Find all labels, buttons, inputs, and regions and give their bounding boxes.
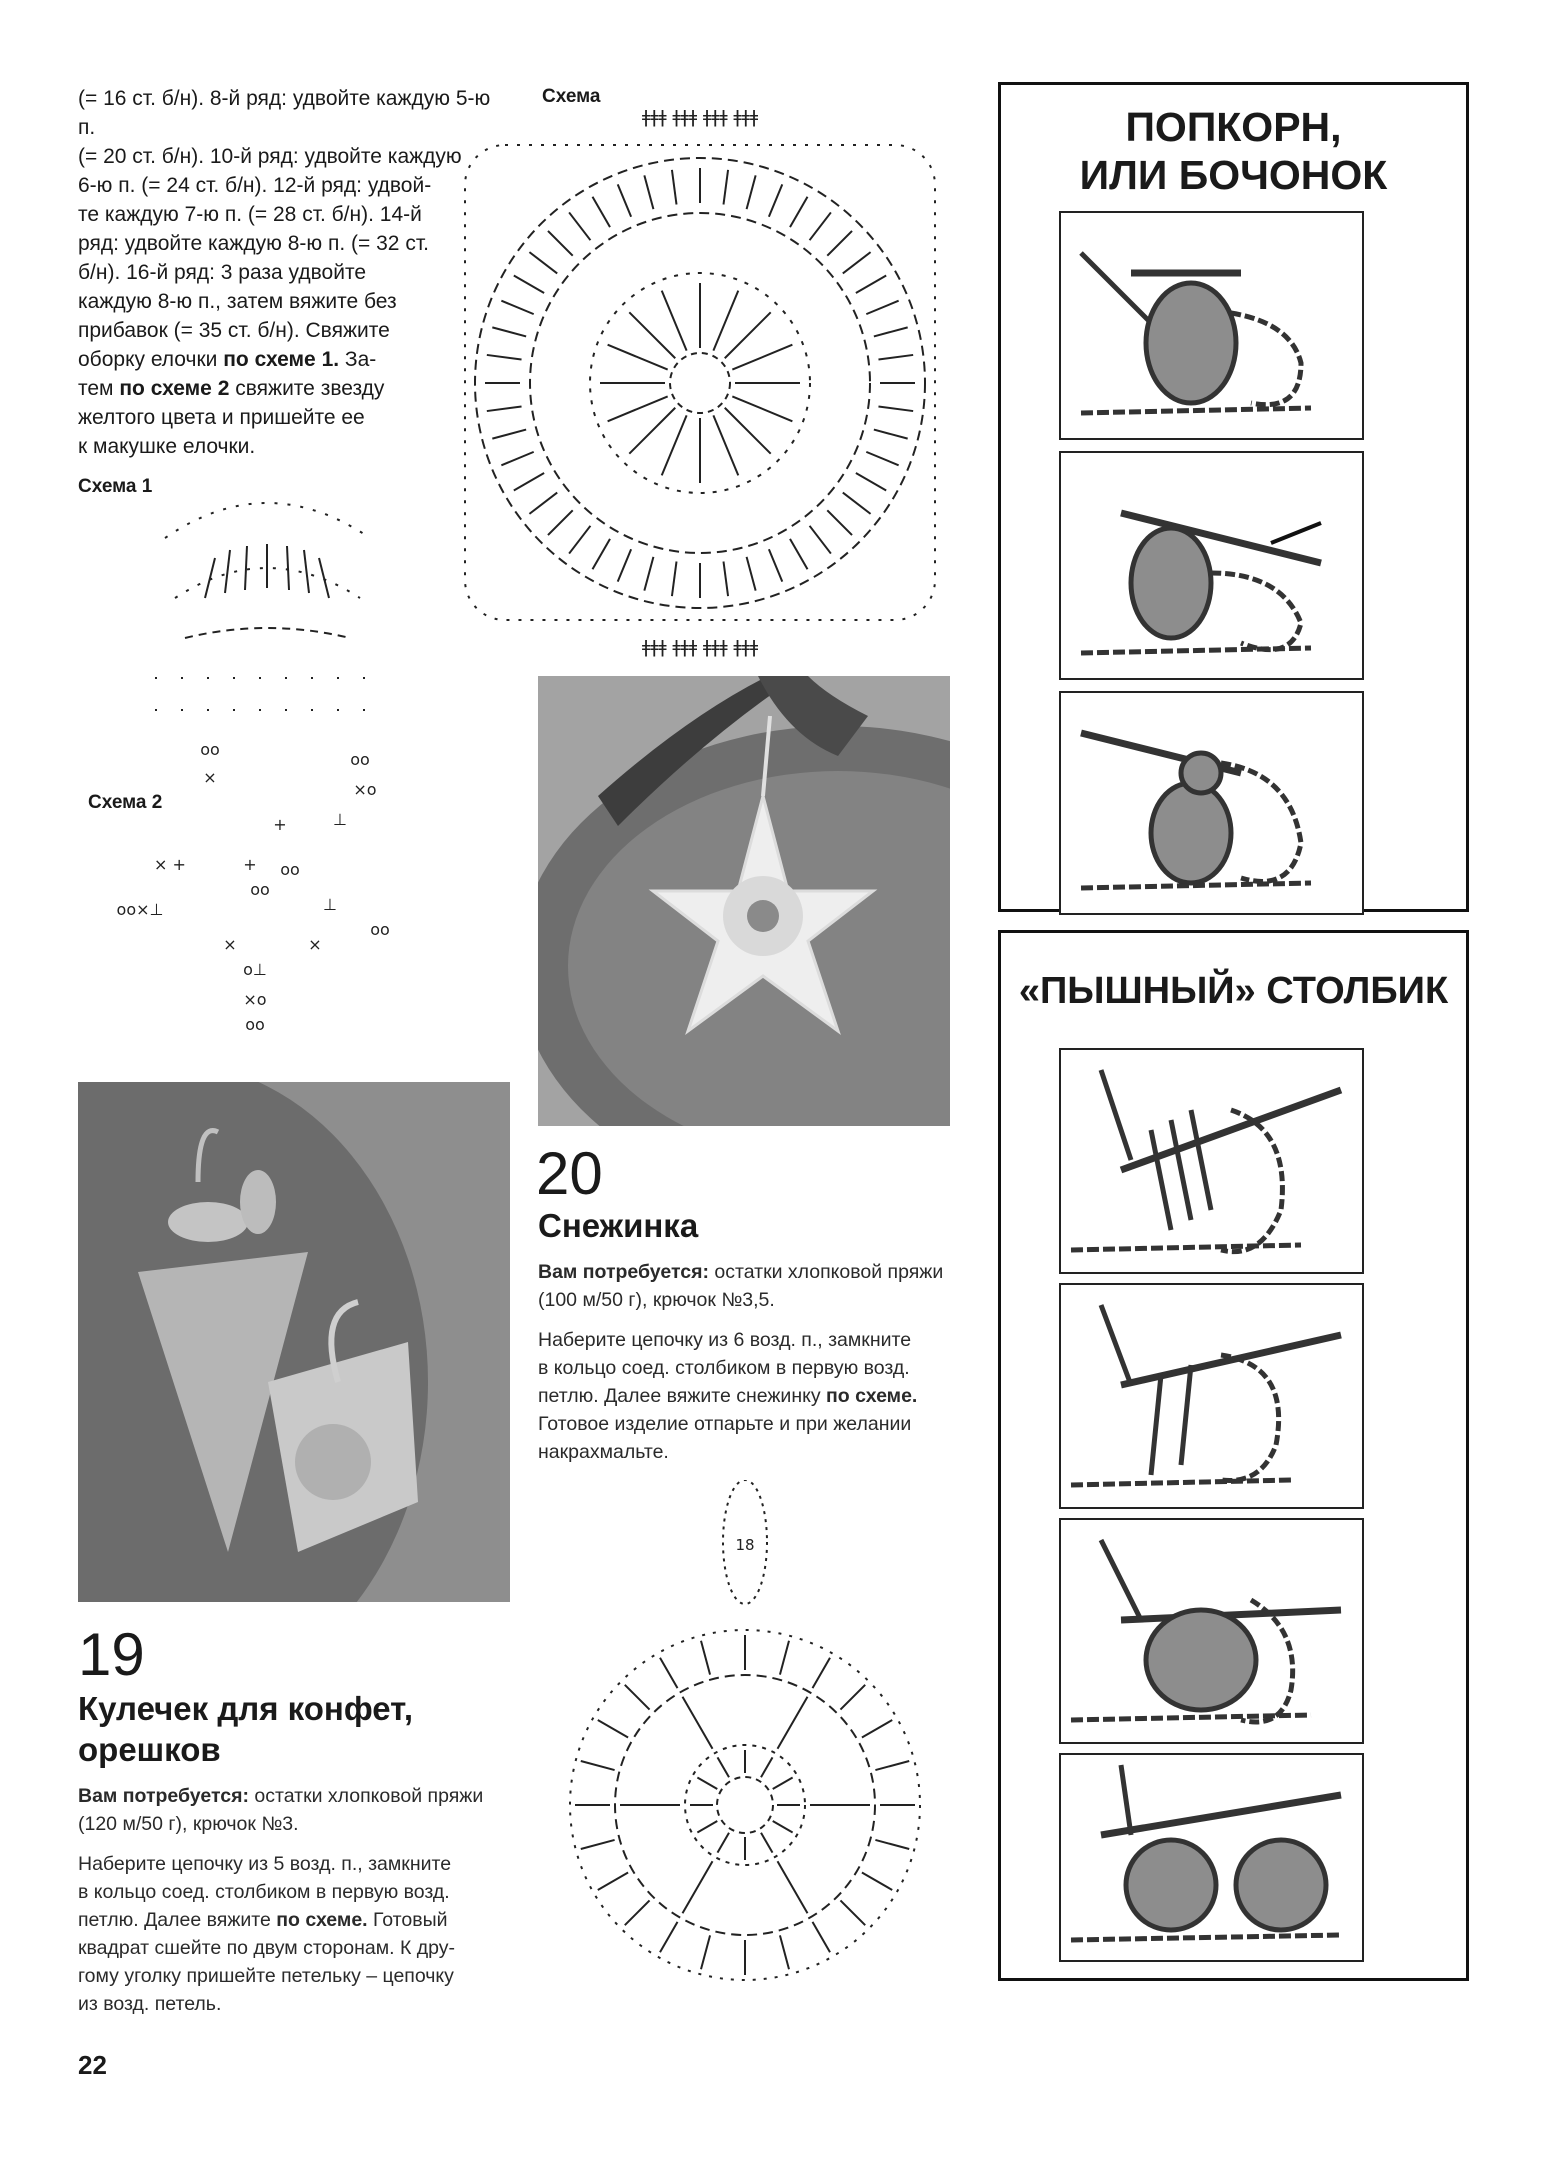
intro-line: к макушке елочки.: [78, 435, 256, 458]
stitch-mark: [529, 493, 557, 514]
stitch-mark: [593, 539, 611, 569]
intro-line: (= 16 ст. б/н). 8-й ряд: удвойте каждую 5-ю п.: [78, 87, 491, 139]
popcorn-panel-title: ПОПКОРН, ИЛИ БОЧОНОК: [1079, 104, 1388, 198]
svg-text:oo: oo: [245, 1015, 265, 1034]
stitch-mark: [843, 252, 871, 273]
stitch-mark: [581, 1840, 615, 1849]
svg-text:ǂǂǂ ǂǂǂ ǂǂǂ ǂǂǂ: ǂǂǂ ǂǂǂ ǂǂǂ ǂǂǂ: [641, 107, 759, 128]
stitch-mark: [662, 415, 687, 475]
svg-text:+: +: [243, 855, 257, 874]
stitch-mark: [827, 231, 852, 256]
popcorn-step-3: [1059, 691, 1364, 915]
square-motif-diagram: [425, 105, 975, 660]
stitch-mark: [862, 1720, 892, 1738]
stitch-mark: [769, 184, 782, 216]
stitch-mark: [501, 301, 533, 314]
svg-text:oo: oo: [350, 750, 370, 769]
puff-step-4: [1059, 1753, 1364, 1962]
stitch-mark: [747, 175, 756, 209]
stitch-mark: [747, 557, 756, 591]
stitch-mark: [569, 526, 590, 554]
stitch-mark: [701, 1641, 710, 1675]
schema2-star-diagram: [110, 735, 430, 1045]
stitch-mark: [773, 1821, 793, 1833]
project20-materials: Вам потребуется: остатки хлопковой пряжи (100 м/50 г), крючок №3,5.: [538, 1261, 944, 1311]
stitch-mark: [487, 406, 522, 411]
stitch-mark: [810, 212, 831, 240]
stitch-mark: [697, 1778, 717, 1790]
candy-bags-photo: [78, 1082, 510, 1602]
puff-step-2: [1059, 1283, 1364, 1509]
stitch-mark: [713, 415, 738, 475]
stitch-mark: [662, 291, 687, 351]
stitch-mark: [778, 1861, 808, 1913]
stitch-mark: [644, 557, 653, 591]
intro-line: тем по схеме 2 свяжите звезду: [78, 377, 385, 400]
page-number: 22: [78, 2050, 107, 2080]
stitch-mark: [697, 1821, 717, 1833]
svg-text:×o: ×o: [243, 990, 267, 1009]
intro-line: 6-ю п. (= 24 ст. б/н). 12-й ряд: удвой-: [78, 174, 432, 197]
stitch-mark: [492, 327, 526, 336]
popcorn-step-1: [1059, 211, 1364, 440]
intro-line: прибавок (= 35 ст. б/н). Свяжите: [78, 319, 390, 342]
intro-line: оборку елочки по схеме 1. За-: [78, 348, 377, 371]
stitch-mark: [529, 252, 557, 273]
puff-panel-title: «ПЫШНЫЙ» СТОЛБИК: [1018, 970, 1449, 1012]
svg-text:× +: × +: [154, 855, 186, 874]
stitch-mark: [660, 1922, 678, 1952]
stitch-mark: [618, 184, 631, 216]
stitch-mark: [773, 1778, 793, 1790]
stitch-mark: [875, 1761, 909, 1770]
project19-title: Кулечек для конфет, орешков: [78, 1690, 414, 1768]
svg-text:oo×⊥: oo×⊥: [116, 900, 164, 919]
stitch-mark: [718, 1833, 730, 1853]
stitch-mark: [780, 1641, 789, 1675]
stitch-mark: [856, 473, 886, 491]
stitch-mark: [672, 170, 677, 205]
intro-line: те каждую 7-ю п. (= 28 ст. б/н). 14-й: [78, 203, 422, 226]
snowflake-diagram: [535, 1480, 955, 2000]
stitch-mark: [874, 327, 908, 336]
intro-line: б/н). 16-й ряд: 3 раза удвойте: [78, 261, 367, 284]
svg-text:ǂǂǂ ǂǂǂ ǂǂǂ ǂǂǂ: ǂǂǂ ǂǂǂ ǂǂǂ ǂǂǂ: [641, 637, 759, 658]
project19-materials: Вам потребуется: остатки хлопковой пряжи (120 м/50 г), крючок №3.: [78, 1785, 484, 1835]
intro-line: желтого цвета и пришейте ее: [78, 406, 365, 429]
stitch-mark: [487, 355, 522, 360]
stitch-mark: [683, 1697, 713, 1749]
schema-top-label: Схема: [542, 86, 601, 107]
stitch-mark: [644, 175, 653, 209]
stitch-mark: [514, 473, 544, 491]
popcorn-step-2: [1059, 451, 1364, 680]
stitch-mark: [769, 549, 782, 581]
svg-text:×: ×: [308, 935, 322, 954]
stitch-mark: [874, 430, 908, 439]
stitch-mark: [713, 291, 738, 351]
svg-text:⊥: ⊥: [333, 810, 347, 829]
svg-text:oo: oo: [370, 920, 390, 939]
stitch-mark: [608, 396, 668, 421]
stitch-mark: [725, 408, 771, 454]
materials-label: Вам потребуется:: [538, 1261, 709, 1283]
stitch-mark: [598, 1873, 628, 1891]
stitch-mark: [843, 493, 871, 514]
stitch-mark: [723, 561, 728, 596]
popcorn-stitch-panel: [998, 82, 1469, 912]
schema1-diagram: [145, 478, 390, 718]
stitch-mark: [878, 355, 913, 360]
svg-text:oo: oo: [250, 880, 270, 899]
svg-text:×: ×: [223, 935, 237, 954]
stitch-mark: [569, 212, 590, 240]
stitch-mark: [866, 301, 898, 314]
stitch-mark: [514, 276, 544, 294]
stitch-mark: [629, 312, 675, 358]
project20-instructions: Наберите цепочку из 6 возд. п., замкните в кольцо соед. столбиком в первую возд. петлю. Далее вяжите снежинку по схеме. Готовое изделие отпарьте и при желании накрахмальте.: [538, 1329, 918, 1463]
stitch-mark: [790, 197, 808, 227]
materials-label: Вам потребуется:: [78, 1785, 249, 1807]
stitch-mark: [598, 1720, 628, 1738]
stitch-mark: [761, 1757, 773, 1777]
stitch-mark: [723, 170, 728, 205]
svg-text:oo: oo: [280, 860, 300, 879]
stitch-mark: [629, 408, 675, 454]
stitch-mark: [672, 561, 677, 596]
stitch-mark: [618, 549, 631, 581]
stitch-mark: [718, 1757, 730, 1777]
stitch-mark: [625, 1900, 650, 1925]
stitch-mark: [761, 1833, 773, 1853]
project20-title: Снежинка: [538, 1207, 699, 1244]
stitch-mark: [548, 231, 573, 256]
schema2-label: Схема 2: [88, 792, 163, 813]
intro-line: ряд: удвойте каждую 8-ю п. (= 32 ст.: [78, 232, 429, 255]
stitch-mark: [875, 1840, 909, 1849]
svg-text:×: ×: [203, 768, 217, 787]
puff-step-3: [1059, 1518, 1364, 1744]
puff-step-1: [1059, 1048, 1364, 1274]
svg-text:o⊥: o⊥: [243, 960, 267, 979]
stitch-mark: [827, 510, 852, 535]
stitch-mark: [840, 1900, 865, 1925]
schema1-label: Схема 1: [78, 476, 153, 497]
intro-line: (= 20 ст. б/н). 10-й ряд: удвойте каждую: [78, 145, 462, 168]
svg-text:×o: ×o: [353, 780, 377, 799]
stitch-mark: [840, 1685, 865, 1710]
stitch-mark: [548, 510, 573, 535]
snowflake-photo: [538, 676, 950, 1126]
stitch-mark: [866, 452, 898, 465]
stitch-mark: [625, 1685, 650, 1710]
stitch-mark: [778, 1697, 808, 1749]
stitch-mark: [732, 396, 792, 421]
stitch-mark: [810, 526, 831, 554]
svg-text:oo: oo: [200, 740, 220, 759]
stitch-mark: [790, 539, 808, 569]
project19-instructions: Наберите цепочку из 5 возд. п., замкните в кольцо соед. столбиком в первую возд. петлю. Далее вяжите по схеме. Готовый квадрат сшейте по двум сторонам. К дру- гому уголку пришейте петельку – цепочку из возд. петель.: [78, 1853, 455, 2015]
svg-text:+: +: [273, 815, 287, 834]
chain-count-label: 18: [735, 1536, 755, 1554]
puff-stitch-panel: [998, 930, 1469, 1981]
stitch-mark: [683, 1861, 713, 1913]
stitch-mark: [701, 1935, 710, 1969]
stitch-mark: [780, 1935, 789, 1969]
stitch-mark: [725, 312, 771, 358]
stitch-mark: [813, 1658, 831, 1688]
stitch-mark: [856, 276, 886, 294]
stitch-mark: [862, 1873, 892, 1891]
stitch-mark: [732, 345, 792, 370]
project20-number: 20: [536, 1140, 603, 1207]
stitch-mark: [593, 197, 611, 227]
stitch-mark: [492, 430, 526, 439]
intro-line: каждую 8-ю п., затем вяжите без: [78, 290, 397, 313]
stitch-mark: [813, 1922, 831, 1952]
stitch-mark: [660, 1658, 678, 1688]
svg-text:⊥: ⊥: [323, 895, 337, 914]
stitch-mark: [581, 1761, 615, 1770]
stitch-mark: [608, 345, 668, 370]
project19-number: 19: [78, 1621, 145, 1688]
stitch-mark: [501, 452, 533, 465]
stitch-mark: [878, 406, 913, 411]
